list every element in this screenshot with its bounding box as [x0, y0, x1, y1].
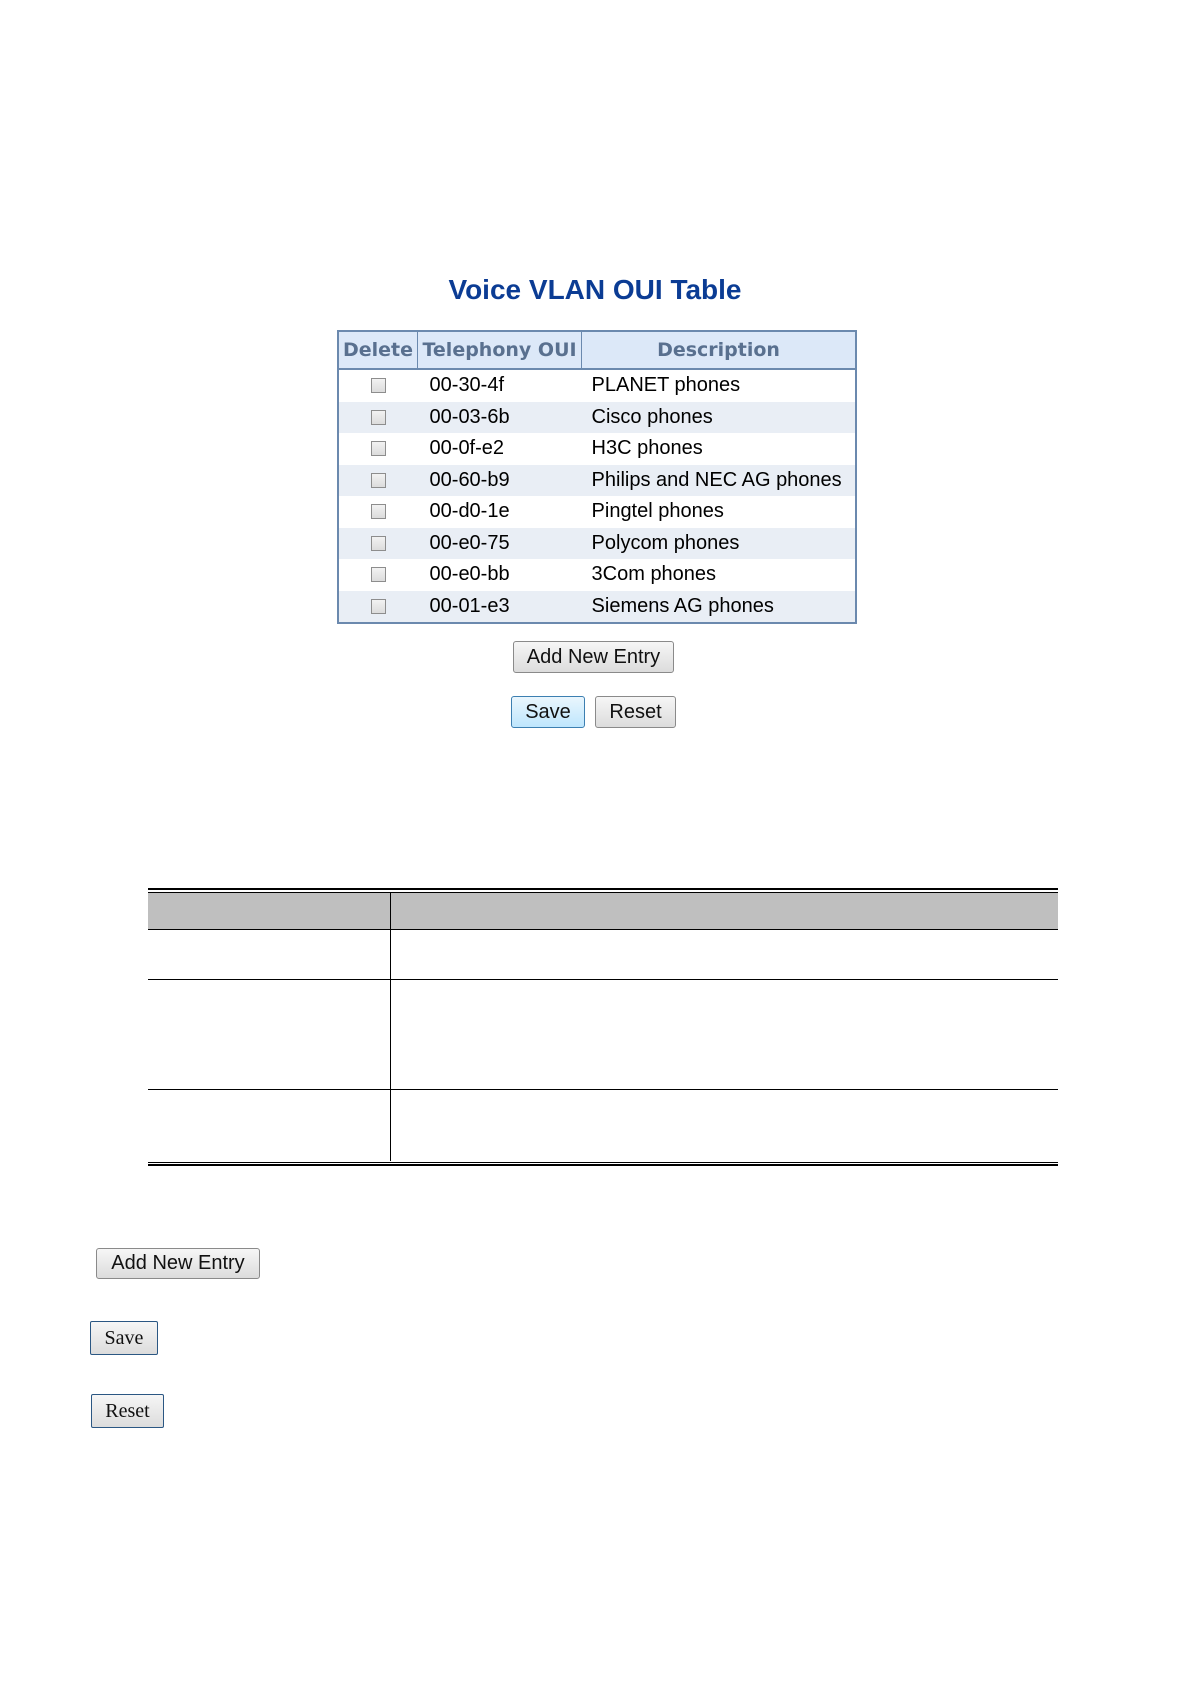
table-row — [338, 559, 856, 591]
description-cell: Polycom phones — [582, 528, 856, 560]
legend-reset-button[interactable]: Reset — [91, 1394, 164, 1428]
table-header-band — [148, 893, 1058, 930]
description-cell: Pingtel phones — [591, 500, 724, 523]
table-row — [338, 465, 856, 497]
table-bottom-rule — [148, 1164, 1058, 1166]
column-divider — [390, 893, 391, 1161]
delete-checkbox[interactable] — [371, 536, 386, 551]
table-row — [338, 402, 856, 434]
oui-cell: 00-60-b9 — [418, 465, 582, 497]
table-bottom-rule — [148, 1162, 1058, 1163]
reset-button[interactable]: Reset — [595, 696, 676, 728]
add-new-entry-button[interactable]: Add New Entry — [513, 641, 674, 673]
delete-checkbox[interactable] — [371, 504, 386, 519]
delete-checkbox[interactable] — [371, 567, 386, 582]
row-divider — [148, 979, 1058, 980]
description-cell: H3C phones — [591, 437, 703, 460]
delete-checkbox[interactable] — [371, 378, 386, 393]
description-cell: 3Com phones — [591, 563, 717, 586]
delete-checkbox[interactable] — [371, 599, 386, 614]
description-cell: Cisco phones — [582, 402, 856, 434]
delete-checkbox[interactable] — [371, 473, 386, 488]
table-row — [338, 528, 856, 560]
header-delete: Delete — [338, 331, 418, 369]
oui-cell: 00-03-6b — [418, 402, 582, 434]
oui-cell: 00-e0-bb — [429, 563, 510, 586]
description-cell: Philips and NEC AG phones — [582, 465, 856, 497]
table-header-row — [338, 331, 856, 369]
description-cell: Siemens AG phones — [582, 591, 856, 624]
delete-checkbox[interactable] — [371, 441, 386, 456]
delete-checkbox[interactable] — [371, 410, 386, 425]
description-cell: PLANET phones — [591, 374, 741, 397]
header-telephony-oui: Telephony OUI — [418, 331, 582, 369]
oui-cell: 00-30-4f — [429, 374, 505, 397]
table-top-rule — [148, 888, 1058, 890]
oui-cell: 00-d0-1e — [429, 500, 510, 523]
voice-vlan-oui-table — [337, 330, 857, 624]
oui-cell: 00-0f-e2 — [429, 437, 505, 460]
table-row — [338, 496, 856, 528]
table-row — [338, 369, 856, 402]
legend-add-new-entry-button[interactable]: Add New Entry — [96, 1248, 260, 1279]
table-row — [338, 591, 856, 624]
table-row — [338, 433, 856, 465]
oui-cell: 00-01-e3 — [418, 591, 582, 624]
row-divider — [148, 1089, 1058, 1090]
legend-save-button[interactable]: Save — [90, 1321, 158, 1355]
parameter-description-table — [148, 888, 1058, 1166]
oui-cell: 00-e0-75 — [418, 528, 582, 560]
header-description: Description — [582, 331, 856, 369]
save-button[interactable]: Save — [511, 696, 585, 728]
page-title: Voice VLAN OUI Table — [448, 274, 742, 305]
